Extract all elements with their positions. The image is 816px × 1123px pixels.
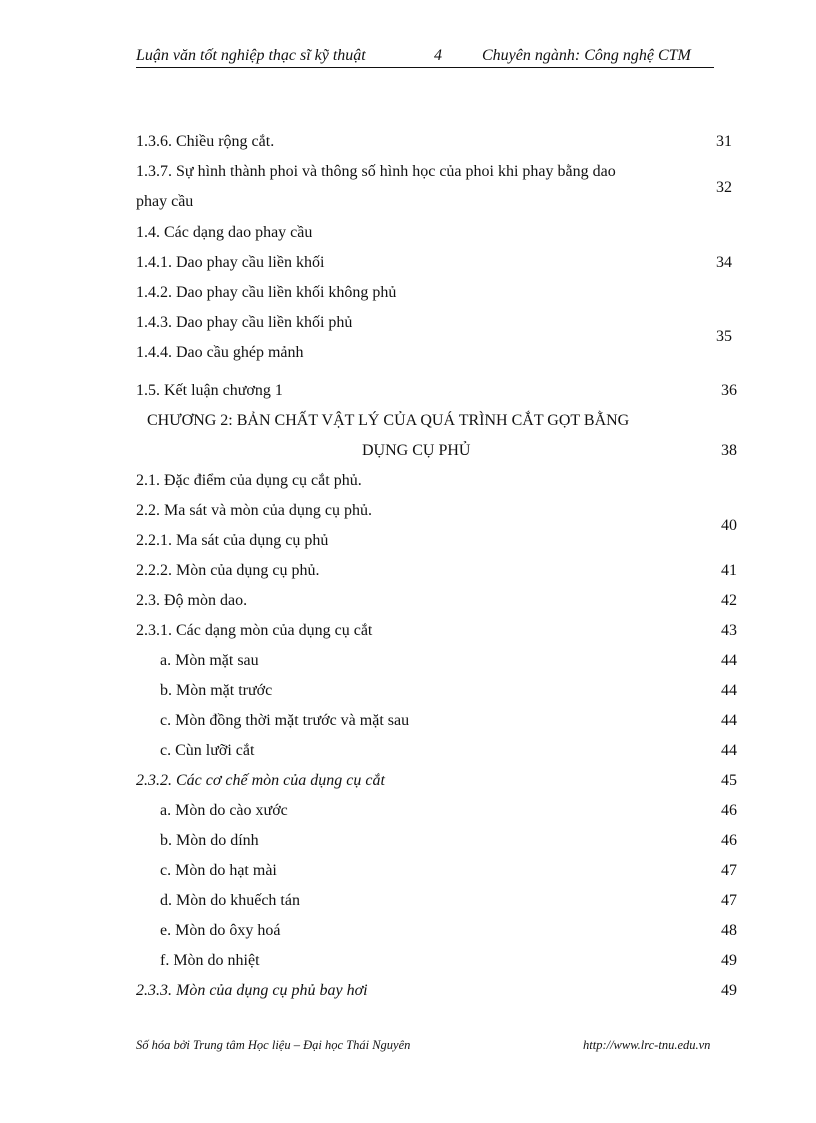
toc-entry: f. Mòn do nhiệt <box>160 952 260 969</box>
toc-page-number: 40 <box>721 517 737 534</box>
toc-entry: 2.1. Đặc điểm của dụng cụ cắt phủ. <box>136 472 362 489</box>
toc-page-number: 47 <box>721 892 737 909</box>
toc-page-number: 45 <box>721 772 737 789</box>
toc-page-number: 36 <box>721 382 737 399</box>
toc-entry: 2.3.2. Các cơ chế mòn của dụng cụ cắt <box>136 772 385 789</box>
toc-page-number: 38 <box>721 442 737 459</box>
toc-entry: 1.4.2. Dao phay cầu liền khối không phủ <box>136 284 397 301</box>
toc-entry: 2.2.1. Ma sát của dụng cụ phủ <box>136 532 329 549</box>
toc-entry: b. Mòn do dính <box>160 832 259 849</box>
toc-entry: 2.3. Độ mòn dao. <box>136 592 248 609</box>
toc-page-number: 34 <box>716 254 732 271</box>
toc-entry: 1.5. Kết luận chương 1 <box>136 382 283 399</box>
toc-page-number: 42 <box>721 592 737 609</box>
header-thesis-title: Luận văn tốt nghiệp thạc sĩ kỹ thuật <box>136 47 366 64</box>
toc-entry: a. Mòn mặt sau <box>160 652 259 669</box>
toc-entry: a. Mòn do cào xước <box>160 802 288 819</box>
header-page-number: 4 <box>434 47 442 64</box>
footer-url: http://www.lrc-tnu.edu.vn <box>583 1038 711 1052</box>
toc-entry: c. Mòn đồng thời mặt trước và mặt sau <box>160 712 410 729</box>
toc-page-number: 46 <box>721 802 737 819</box>
toc-entry: 2.2.2. Mòn của dụng cụ phủ. <box>136 562 320 579</box>
toc-page-number: 44 <box>721 682 737 699</box>
toc-entry: b. Mòn mặt trước <box>160 682 273 699</box>
toc-entry: 1.3.7. Sự hình thành phoi và thông số hình học của phoi khi phay bằng dao <box>136 163 616 180</box>
toc-entry: 1.4.3. Dao phay cầu liền khối phủ <box>136 314 353 331</box>
toc-page-number: 31 <box>716 133 732 150</box>
toc-entry: 2.2. Ma sát và mòn của dụng cụ phủ. <box>136 502 372 519</box>
footer-source: Số hóa bởi Trung tâm Học liệu – Đại học Thái Nguyên <box>136 1038 411 1052</box>
toc-page-number: 44 <box>721 652 737 669</box>
toc-page-number: 41 <box>721 562 737 579</box>
toc-page-number: 49 <box>721 952 737 969</box>
toc-chapter-title-continued: DỤNG CỤ PHỦ <box>362 442 471 459</box>
toc-entry: e. Mòn do ôxy hoá <box>160 922 281 939</box>
toc-entry: d. Mòn do khuếch tán <box>160 892 300 909</box>
toc-entry-continued: phay cầu <box>136 193 194 210</box>
toc-entry: c. Mòn do hạt mài <box>160 862 277 879</box>
toc-page-number: 44 <box>721 742 737 759</box>
toc-page-number: 48 <box>721 922 737 939</box>
toc-entry: 1.4.4. Dao cầu ghép mảnh <box>136 344 304 361</box>
toc-page-number: 35 <box>716 328 732 345</box>
toc-entry: c. Cùn lưỡi cắt <box>160 742 255 759</box>
toc-page-number: 32 <box>716 179 732 196</box>
toc-entry: 1.4. Các dạng dao phay cầu <box>136 224 313 241</box>
toc-page-number: 49 <box>721 982 737 999</box>
toc-page-number: 46 <box>721 832 737 849</box>
toc-entry: 2.3.3. Mòn của dụng cụ phủ bay hơi <box>136 982 368 999</box>
toc-entry: 2.3.1. Các dạng mòn của dụng cụ cắt <box>136 622 373 639</box>
toc-page-number: 44 <box>721 712 737 729</box>
toc-entry: 1.4.1. Dao phay cầu liền khối <box>136 254 325 271</box>
toc-page-number: 43 <box>721 622 737 639</box>
header-specialization: Chuyên ngành: Công nghệ CTM <box>482 47 691 64</box>
toc-entry: 1.3.6. Chiều rộng cắt. <box>136 133 275 150</box>
toc-chapter-title: CHƯƠNG 2: BẢN CHẤT VẬT LÝ CỦA QUÁ TRÌNH CẮT GỌT BẰNG <box>147 412 630 429</box>
toc-page-number: 47 <box>721 862 737 879</box>
